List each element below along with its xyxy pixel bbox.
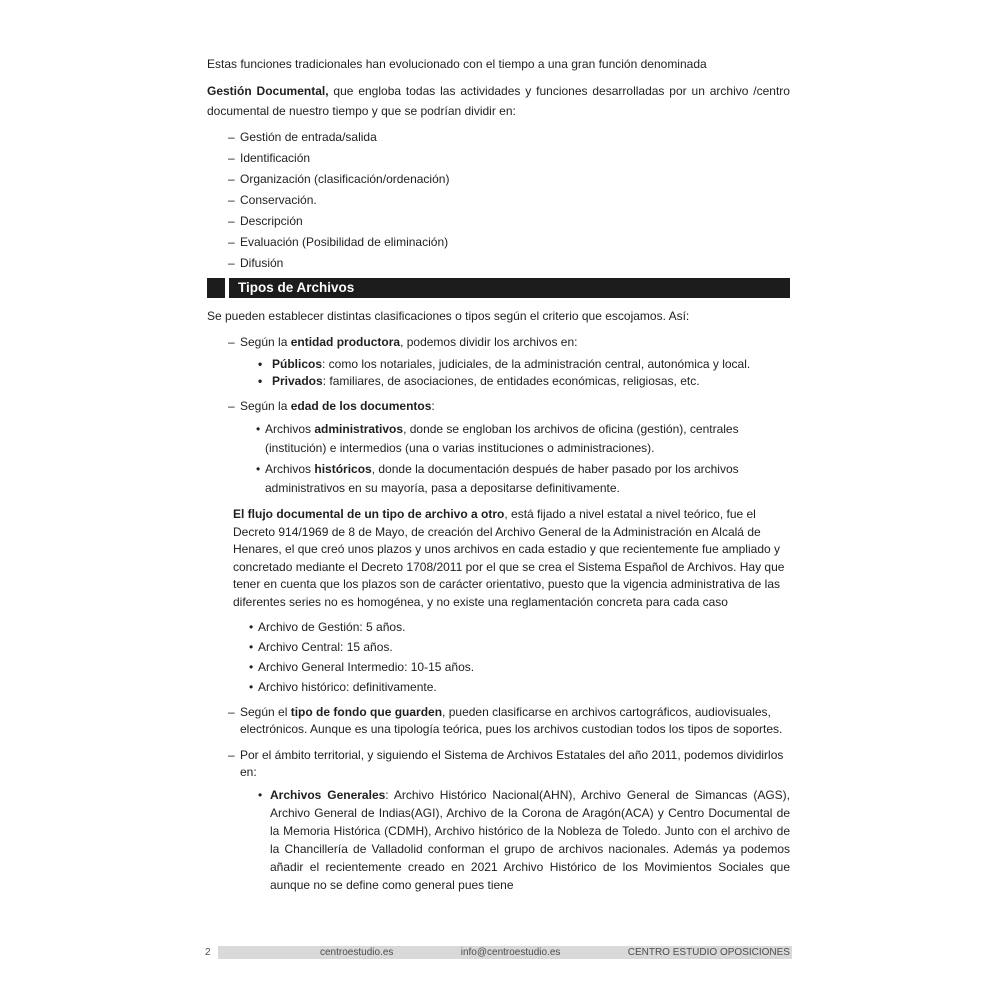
bold-text-run: Privados bbox=[272, 374, 323, 388]
text-run: : Archivo Histórico Nacional(AHN), Archivo General de Simancas (AGS), Archivo General de Indias(AGI), Archivo de la Corona de Aragón(ACA) y Centro Documental de la Memoria Histórica (CDMH), Archivo histórico de la Nobleza de Toledo. Junto con el archivo de la Chancillería de Valladolid conforman el grupo de archivos nacionales. Además ya podemos añadir el recientemente creado en 2021 Archivo Histórico de los Movimientos Sociales que aunque no se define como general pues tiene bbox=[270, 788, 790, 892]
bullet-icon: • bbox=[258, 788, 263, 802]
bullet-list-item bbox=[258, 373, 790, 389]
list-item-text bbox=[240, 213, 790, 230]
dash-list-item bbox=[228, 334, 790, 351]
text-run: Según el bbox=[240, 705, 291, 719]
dash-icon: – bbox=[228, 151, 235, 165]
paragraph bbox=[207, 56, 790, 73]
page-number: 2 bbox=[205, 947, 211, 958]
text-run: : bbox=[431, 399, 435, 413]
bullet-icon: • bbox=[256, 422, 261, 436]
list-item-text bbox=[240, 129, 790, 146]
text-run: Se pueden establecer distintas clasificaciones o tipos según el criterio que escojamos. Así: bbox=[207, 309, 690, 323]
bold-text-run: El flujo documental de un tipo de archivo a otro bbox=[233, 507, 505, 521]
bullet-icon: • bbox=[256, 462, 261, 476]
dash-icon: – bbox=[228, 214, 235, 228]
dash-icon: – bbox=[228, 235, 235, 249]
dash-list-item bbox=[228, 192, 790, 209]
list-item-text bbox=[272, 373, 790, 389]
dash-icon: – bbox=[228, 335, 235, 349]
list-item-text bbox=[240, 747, 790, 781]
bullet-list-item bbox=[256, 460, 790, 498]
bold-text-run: históricos bbox=[314, 462, 372, 476]
footer-org: CENTRO ESTUDIO OPOSICIONES bbox=[627, 947, 790, 958]
bullet-list-item bbox=[249, 659, 790, 675]
text-run: Identificación bbox=[240, 151, 311, 165]
footer-bar bbox=[218, 946, 792, 959]
list-item-text bbox=[240, 234, 790, 251]
paragraph bbox=[207, 308, 790, 325]
dash-icon: – bbox=[228, 748, 235, 762]
list-item-text bbox=[258, 679, 790, 695]
text-run: : familiares, de asociaciones, de entidades económicas, religiosas, etc. bbox=[322, 374, 700, 388]
bullet-icon: • bbox=[249, 640, 254, 654]
bold-text-run: Gestión Documental, bbox=[207, 84, 329, 98]
section-title: Tipos de Archivos bbox=[229, 278, 790, 298]
text-run: Archivo Central: 15 años. bbox=[258, 640, 393, 654]
text-run: Según la bbox=[240, 399, 291, 413]
bold-text-run: Públicos bbox=[272, 357, 323, 371]
text-run: , podemos dividir los archivos en: bbox=[400, 335, 578, 349]
dash-list-item bbox=[228, 704, 790, 738]
text-run: Según la bbox=[240, 335, 291, 349]
list-item-text bbox=[240, 334, 790, 351]
text-run: : como los notariales, judiciales, de la administración central, autonómica y local. bbox=[322, 357, 751, 371]
text-run: , donde la documentación después de haber pasado por los archivos administrativos en su mayoría, pasa a depositarse definitivamente. bbox=[265, 462, 739, 495]
text-run: que engloba todas las actividades y funciones desarrolladas por un archivo /centro documental de nuestro tiempo y que se podrían dividir en: bbox=[207, 84, 790, 118]
footer-website: centroestudio.es bbox=[320, 947, 394, 958]
bullet-list-item bbox=[256, 420, 790, 458]
list-item-text bbox=[258, 639, 790, 655]
list-item-text bbox=[265, 460, 790, 498]
bullet-list-item bbox=[258, 786, 790, 894]
paragraph bbox=[233, 506, 790, 611]
list-item-text bbox=[258, 659, 790, 675]
section-bar-accent bbox=[207, 278, 225, 298]
footer-email: info@centroestudio.es bbox=[460, 947, 561, 958]
list-item-text bbox=[240, 192, 790, 209]
bold-text-run: tipo de fondo que guarden bbox=[290, 705, 443, 719]
dash-list-item bbox=[228, 234, 790, 251]
list-item-text bbox=[265, 420, 790, 458]
bullet-icon: • bbox=[258, 374, 263, 388]
text-run: Estas funciones tradicionales han evolucionado con el tiempo a una gran función denominada bbox=[207, 57, 707, 71]
text-run: , pueden clasificarse en archivos cartográficos, audiovisuales, electrónicos. Aunque es una tipología teórica, pues los archivos custodian todos los tipos de soportes. bbox=[240, 705, 783, 736]
dash-list-item bbox=[228, 255, 790, 272]
text-run: , donde se engloban los archivos de oficina (gestión), centrales (institución) e intermedios (una o varias instituciones o administraciones). bbox=[265, 422, 739, 455]
text-run: Archivo histórico: definitivamente. bbox=[258, 680, 437, 694]
text-run: Conservación. bbox=[240, 193, 317, 207]
text-run: Archivo de Gestión: 5 años. bbox=[258, 620, 406, 634]
text-run: , está fijado a nivel estatal a nivel teórico, fue el Decreto 914/1969 de 8 de Mayo, de creación del Archivo General de la Administración en Alcalá de Henares, el que creó unos plazos y unos archivos en cada estadio y que recientemente fue ampliado y concretado mediante el Decreto 1708/2011 por el que se crea el Sistema Español de Archivos. Hay que tener en cuenta que los plazos son de carácter orientativo, puesto que la vigencia administrativa de las diferentes series no es homogénea, y no existe una reglamentación concreta para cada caso bbox=[233, 507, 785, 609]
dash-list-item bbox=[228, 747, 790, 781]
text-run: Evaluación (Posibilidad de eliminación) bbox=[240, 235, 449, 249]
dash-icon: – bbox=[228, 399, 235, 413]
bullet-list-item bbox=[249, 639, 790, 655]
text-run: Por el ámbito territorial, y siguiendo el Sistema de Archivos Estatales del año 2011, podemos dividirlos en: bbox=[240, 748, 784, 779]
text-run: Organización (clasificación/ordenación) bbox=[240, 172, 450, 186]
page-footer bbox=[205, 946, 792, 959]
text-run: Archivos bbox=[265, 422, 315, 436]
bullet-list-item bbox=[249, 679, 790, 695]
bold-text-run: entidad productora bbox=[290, 335, 401, 349]
dash-icon: – bbox=[228, 130, 235, 144]
bullet-icon: • bbox=[249, 680, 254, 694]
list-item-text bbox=[270, 786, 790, 894]
dash-list-item bbox=[228, 150, 790, 167]
text-run: Archivo General Intermedio: 10-15 años. bbox=[258, 660, 475, 674]
bullet-list-item bbox=[249, 619, 790, 635]
bold-text-run: administrativos bbox=[314, 422, 404, 436]
list-item-text bbox=[240, 255, 790, 272]
bold-text-run: Archivos Generales bbox=[270, 788, 386, 802]
paragraph bbox=[207, 81, 790, 121]
list-item-text bbox=[240, 150, 790, 167]
bullet-icon: • bbox=[249, 620, 254, 634]
text-run: Difusión bbox=[240, 256, 284, 270]
bullet-list-item bbox=[258, 356, 790, 372]
section-header-bar bbox=[207, 278, 790, 298]
dash-icon: – bbox=[228, 256, 235, 270]
dash-list-item bbox=[228, 213, 790, 230]
dash-icon: – bbox=[228, 705, 235, 719]
list-item-text bbox=[240, 704, 790, 738]
list-item-text bbox=[240, 398, 790, 415]
list-item-text bbox=[272, 356, 790, 372]
list-item-text bbox=[258, 619, 790, 635]
text-run: Descripción bbox=[240, 214, 303, 228]
bullet-icon: • bbox=[249, 660, 254, 674]
dash-list-item bbox=[228, 398, 790, 415]
text-run: Archivos bbox=[265, 462, 315, 476]
dash-icon: – bbox=[228, 193, 235, 207]
bullet-icon: • bbox=[258, 357, 263, 371]
document-body bbox=[207, 56, 790, 898]
dash-list-item bbox=[228, 171, 790, 188]
dash-icon: – bbox=[228, 172, 235, 186]
text-run: Gestión de entrada/salida bbox=[240, 130, 377, 144]
dash-list-item bbox=[228, 129, 790, 146]
list-item-text bbox=[240, 171, 790, 188]
bold-text-run: edad de los documentos bbox=[290, 399, 432, 413]
